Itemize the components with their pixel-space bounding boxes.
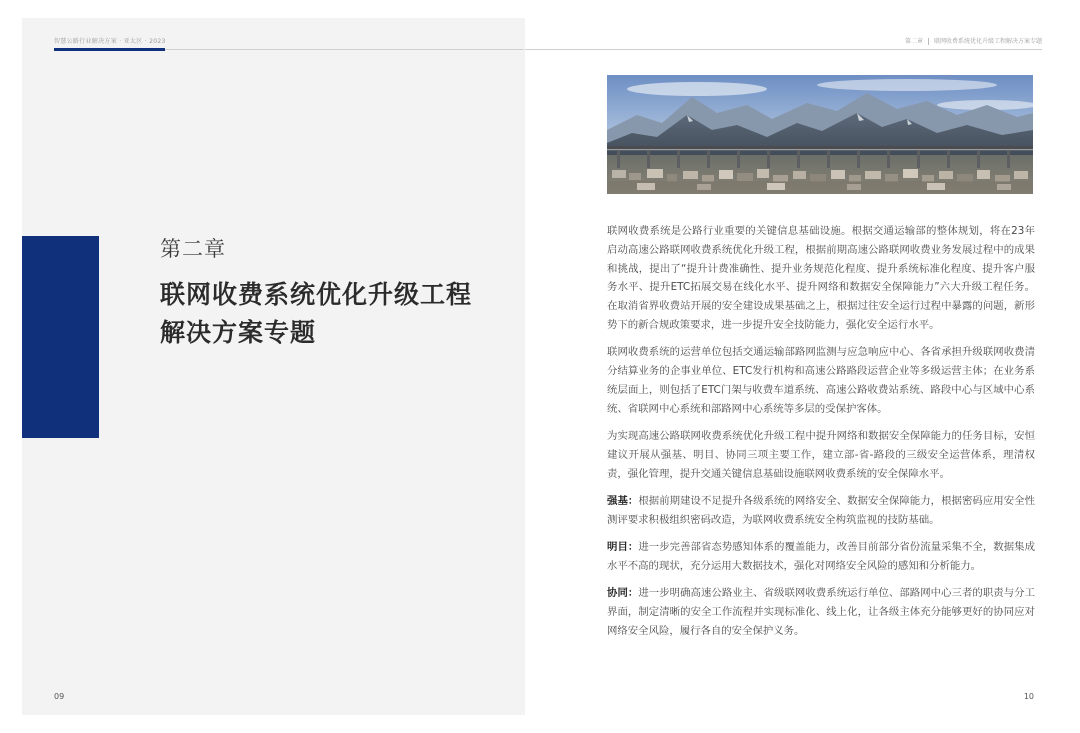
page-number-right: 10 xyxy=(1023,692,1034,701)
chapter-label: 第二章 xyxy=(160,237,226,261)
paragraph-text: 进一步完善部省态势感知体系的覆盖能力，改善目前部分省份流量采集不全，数据集成水平不高的现状，充分运用大数据技术，强化对网络安全风险的感知和分析能力。 xyxy=(607,540,1036,572)
paragraph-text: 根据前期建设不足提升各级系统的网络安全、数据安全保障能力，根据密码应用安全性测评要求积极组织密码改造，为联网收费系统安全构筑监视的技防基础。 xyxy=(607,494,1036,526)
page-number-left: 09 xyxy=(54,692,65,701)
mountain-bridge-village-photo xyxy=(607,75,1033,194)
paragraph-text: 联网收费系统的运营单位包括交通运输部路网监测与应急响应中心、各省承担升级联网收费清分结算业务的企事业单位、ETC发行机构和高速公路路段运营企业等多级运营主体；在业务系统层面上，则包括了ETC门架与收费车道系统、高速公路收费站系统、路段中心与区域中心系统、省联网中心系统和部路网中心系统等多层的受保护客体。 xyxy=(607,346,1035,415)
header-accent-bar xyxy=(54,48,165,51)
paragraph-2 xyxy=(607,343,1035,418)
running-header-right xyxy=(905,36,1042,45)
paragraph-text: 联网收费系统是公路行业重要的关键信息基础设施。根据交通运输部的整体规划，将在23年启动高速公路联网收费系统优化升级工程，根据前期高速公路联网收费业务发展过程中的成果和挑战，提出了“提升计费准确性、提升业务规范化程度、提升系统标准化程度、提升客户服务水平、提升ETC拓展交易在线化水平、提升网络和数据安全保障能力”六大升级工程任务。在取消省界收费站开展的安全建设成果基础之上，根据过往安全运行过程中暴露的问题，新形势下的新合规政策要求，进一步提升安全技防能力，强化安全运行水平。 xyxy=(607,225,1035,331)
header-title: 联网收费系统优化升级工程解决方案专题 xyxy=(933,38,1042,45)
chapter-title xyxy=(160,276,500,352)
chapter-title-line-1: 联网收费系统优化升级工程 xyxy=(160,280,473,309)
header-rule-right xyxy=(525,49,1042,50)
body-text xyxy=(607,222,1035,649)
chapter-title-line-2: 解决方案专题 xyxy=(160,318,317,347)
running-header-left: 智慧公路行业解决方案 · 亚太区 · 2023 xyxy=(54,38,166,45)
paragraph-collaboration xyxy=(607,584,1035,640)
paragraph-visibility xyxy=(607,538,1035,576)
header-section: 第二章 xyxy=(904,38,923,45)
paragraph-1 xyxy=(607,222,1035,335)
paragraph-3 xyxy=(607,427,1035,483)
chapter-color-block xyxy=(22,236,99,438)
paragraph-lead: 明目： xyxy=(607,540,639,553)
paragraph-strengthen xyxy=(607,492,1035,530)
header-separator xyxy=(928,38,929,45)
paragraph-lead: 强基： xyxy=(607,494,639,507)
paragraph-text: 进一步明确高速公路业主、省级联网收费系统运行单位、部路网中心三者的职责与分工界面，制定清晰的安全工作流程并实现标准化、线上化，让各级主体充分能够更好的协同应对网络安全风险，履行各自的安全保护义务。 xyxy=(607,587,1036,637)
paragraph-text: 为实现高速公路联网收费系统优化升级工程中提升网络和数据安全保障能力的任务目标，安恒建议开展从强基、明目、协同三项主要工作，建立部-省-路段的三级安全运营体系，理清权责，强化管理，提升交通关键信息基础设施联网收费系统的安全保障水平。 xyxy=(607,429,1035,480)
paragraph-lead: 协同： xyxy=(607,587,639,600)
